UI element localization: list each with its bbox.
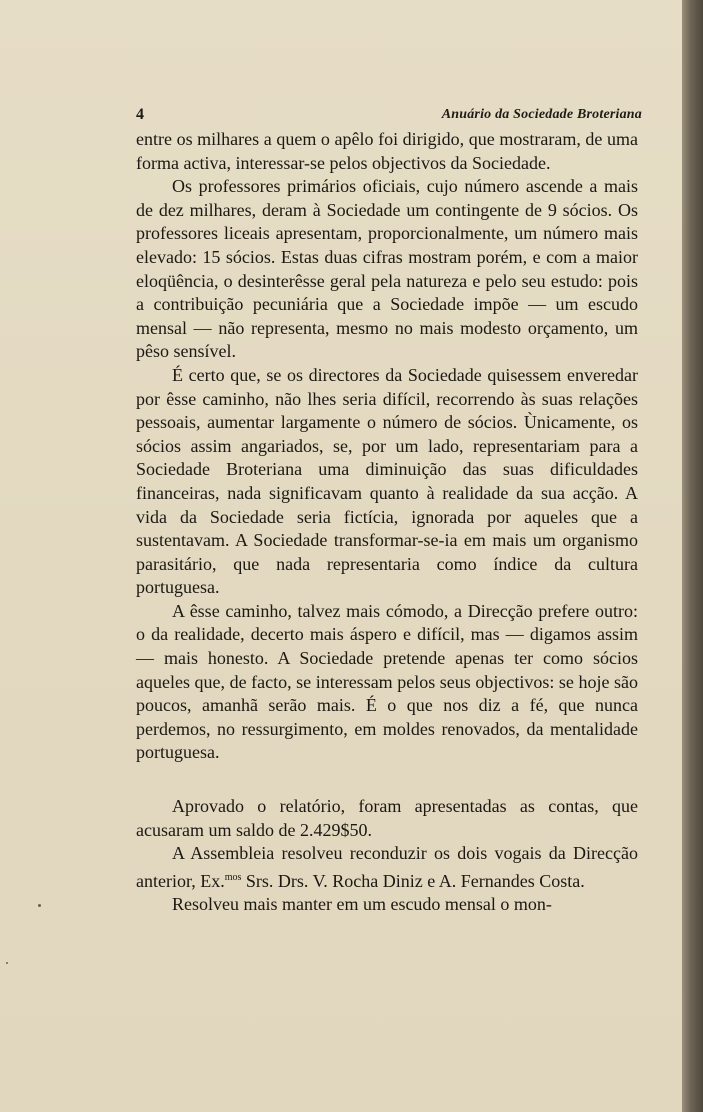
- paragraph-directores: É certo que, se os directores da Sociedade quisessem enveredar por êsse caminho, não lhes seria difícil, recorrendo às suas relações pessoais, aumentar largamente o número de sócios. Ùnicamente, os sócios assim angariados, se, por um lado, representariam para a Sociedade Broteriana uma diminuição das suas dificuldades financeiras, nada significavam quanto à realidade da sua acção. A vida da Sociedade seria fictícia, ignorada por aqueles que a sustentavam. A Sociedade transformar-se-ia em mais um organismo parasitário, que nada representaria como índice da cultura portuguesa.: [136, 364, 638, 598]
- book-spine-edge: [682, 0, 703, 1112]
- paragraph-relatorio: Aprovado o relatório, foram apresentadas as contas, que acusaram um saldo de 2.429$50.: [136, 796, 638, 840]
- running-title: Anuário da Sociedade Broteriana: [441, 107, 642, 122]
- paper-speck: [6, 962, 8, 964]
- paragraph-resolveu: Resolveu mais manter em um escudo mensal o mon-: [172, 894, 552, 915]
- body-text: [136, 128, 638, 917]
- paragraph-professores: Os professores primários oficiais, cujo número ascende a mais de dez milhares, deram à Sociedade um contingente de 9 sócios. Os professores liceais apresentam, proporcionalmente, um número mais elevado: 15 sócios. Estas duas cifras mostram porém, e com a maior eloqüência, o desinterêsse geral pela natureza e pelo seu estudo: pois a contribuição pecuniária que a Sociedade impõe — um escudo mensal — não representa, mesmo no mais modesto orçamento, um pêso sensível.: [136, 176, 638, 362]
- paragraph-continuation: entre os milhares a quem o apêlo foi dirigido, que mostraram, de uma forma activa, interessar-se pelos objectivos da Sociedade.: [136, 129, 638, 173]
- paragraph-assembleia: [136, 842, 638, 893]
- paper-speck: [38, 904, 41, 907]
- superscript-mos: mos: [224, 871, 242, 883]
- section-gap: [136, 765, 638, 795]
- page-header: [136, 106, 642, 128]
- assembleia-text-a: A Assembleia resolveu reconduzir os dois vogais da Direcção anterior, Ex.: [136, 843, 638, 891]
- page-number: 4: [136, 106, 144, 123]
- paragraph-caminho: A êsse caminho, talvez mais cómodo, a Direcção prefere outro: o da realidade, decerto mais áspero e difícil, mas — digamos assim — mais honesto. A Sociedade pretende apenas ter como sócios aqueles que, de facto, se interessam pelos seus objectivos: se hoje são poucos, amanhã serão mais. É o que nos diz a fé, que nunca perdemos, no ressurgimento, em moldes renovados, da mentalidade portuguesa.: [136, 600, 638, 763]
- assembleia-text-b: Srs. Drs. V. Rocha Diniz e A. Fernandes Costa.: [241, 870, 585, 891]
